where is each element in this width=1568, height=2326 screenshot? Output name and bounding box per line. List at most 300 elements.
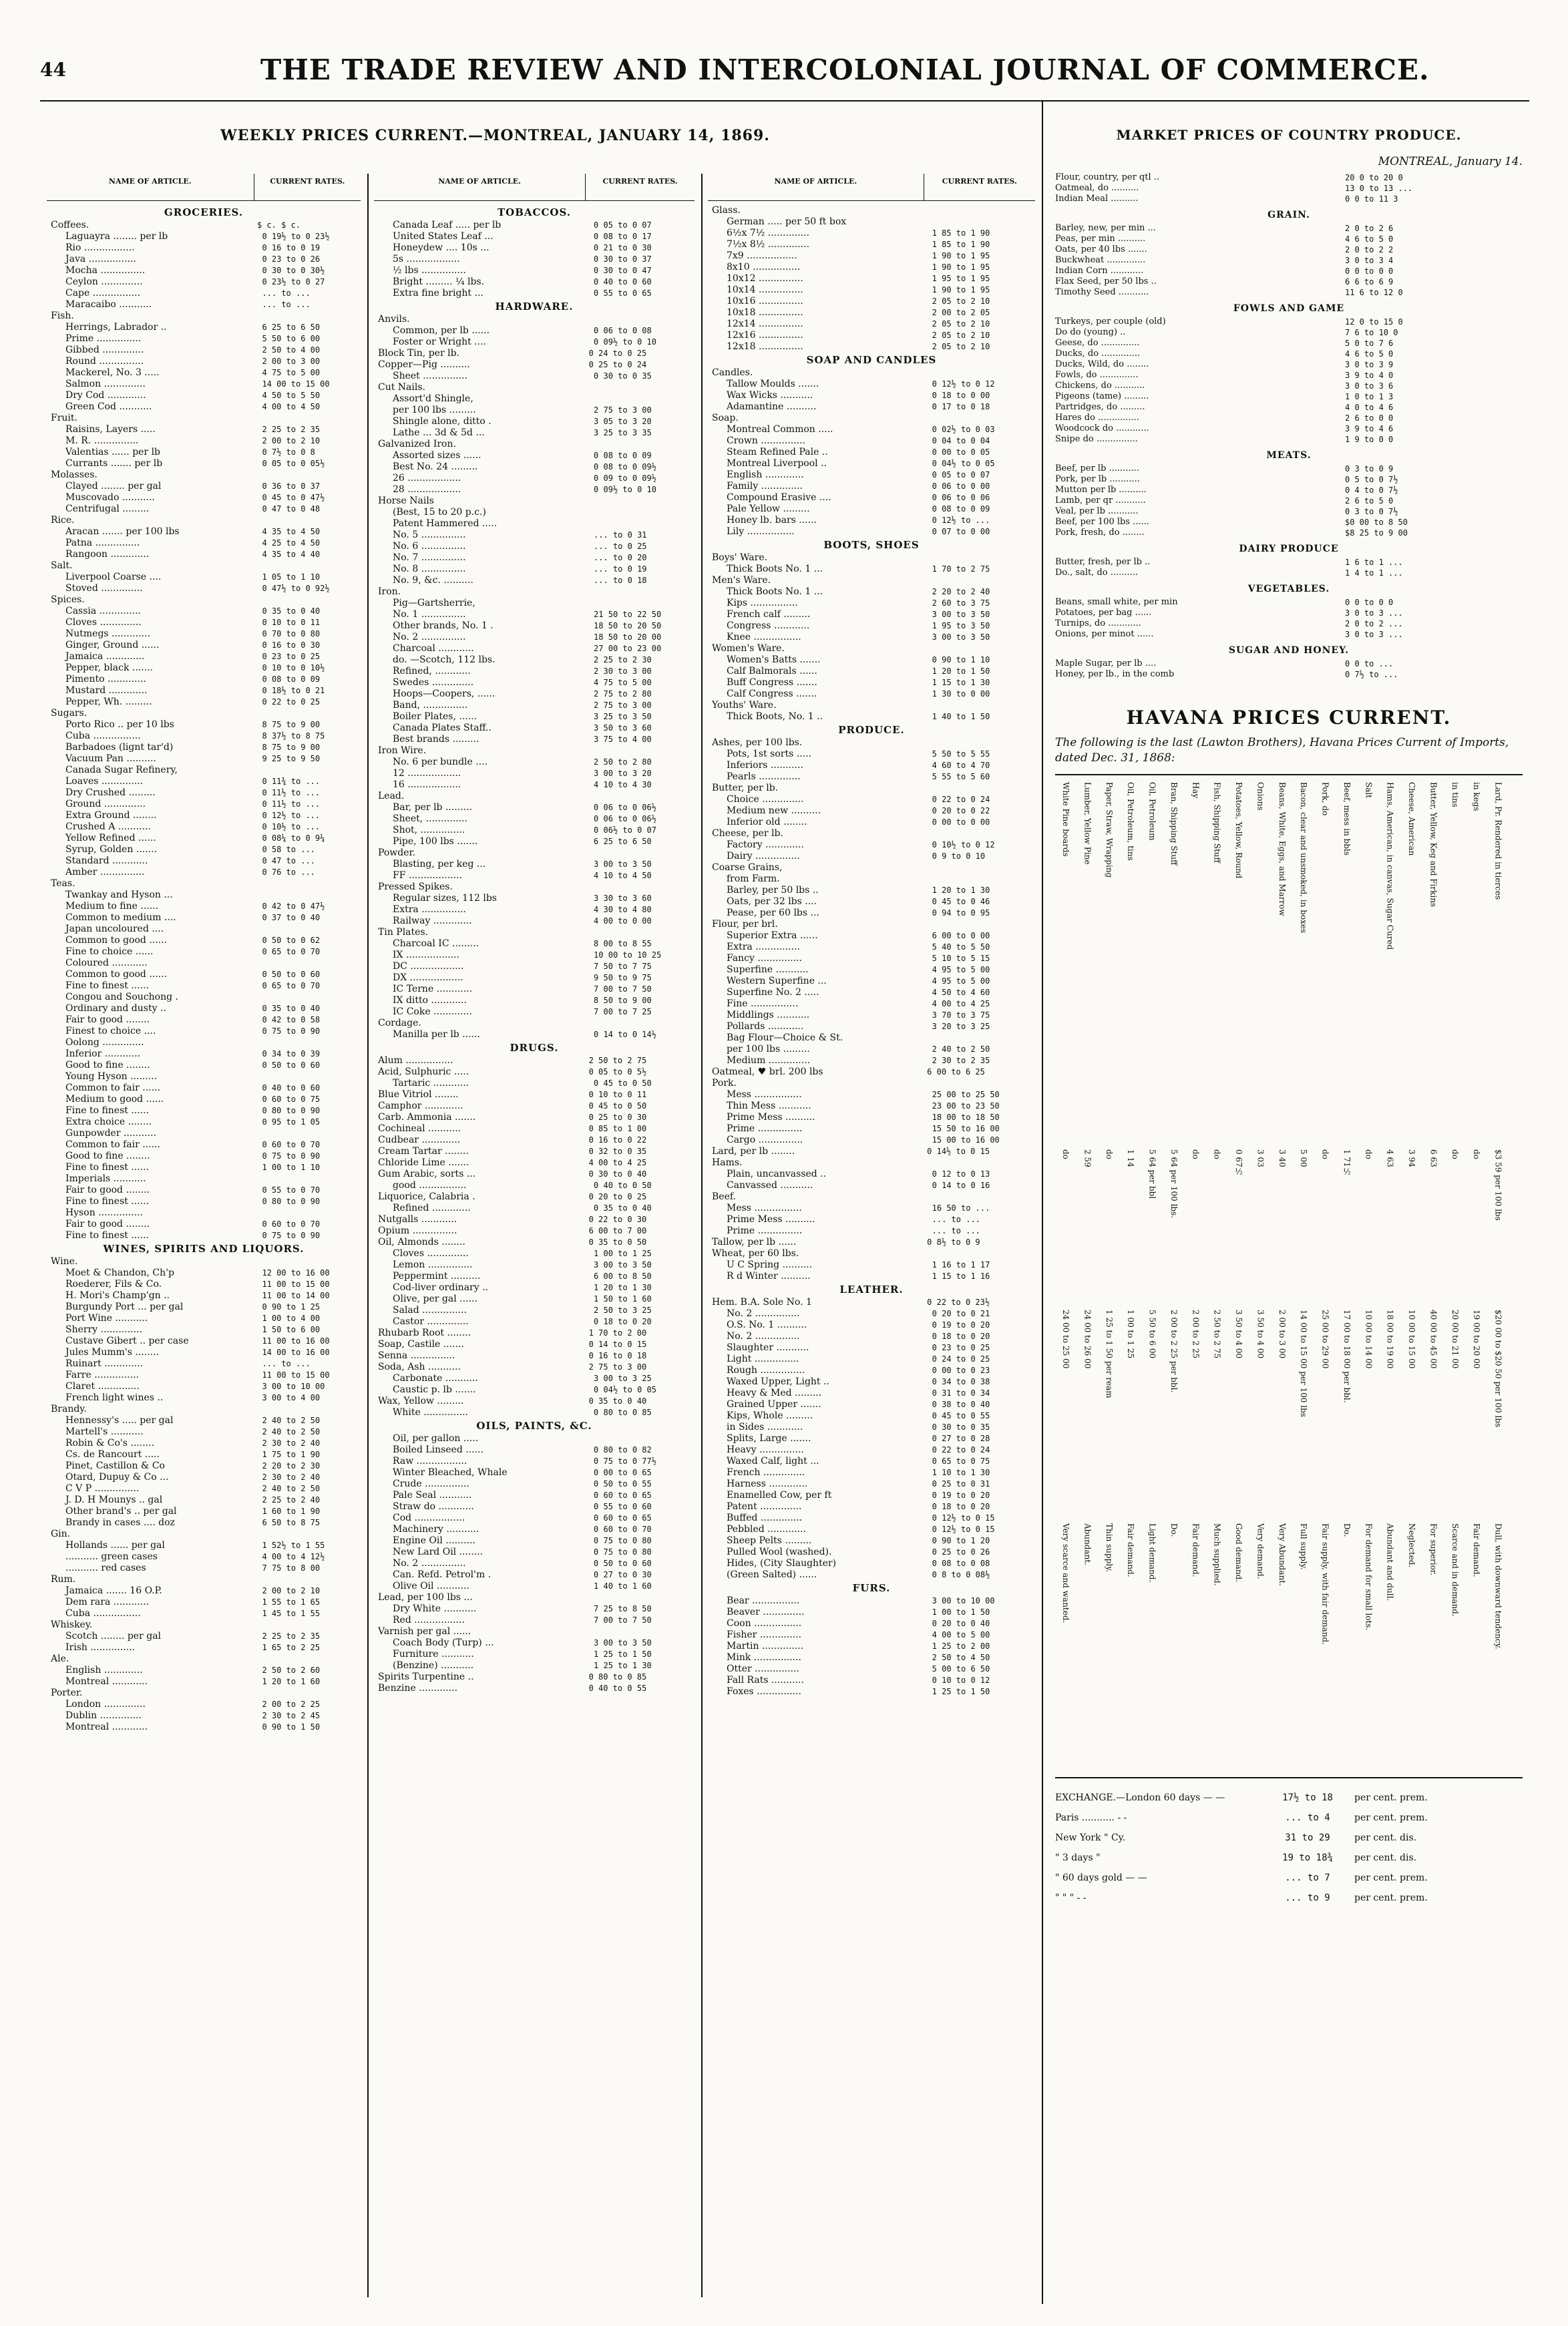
price-row [708,1067,1035,1078]
article-rate: 15 50 to 16 00 [932,1124,1000,1133]
article-name: 12x18 ............... [727,341,803,352]
article-rate: 0 35 to 0 40 [594,1203,652,1213]
article-name: Salad ............... [393,1305,467,1316]
article-name: Muscovado ........... [65,492,155,503]
article-rate: 0 12 to 0 13 [932,1169,990,1179]
price-row [708,390,1035,401]
article-name: H. Mori's Champ'gn .. [65,1290,170,1301]
category-heading: BOOTS, SHOES [823,539,920,551]
article-name: Cloves .............. [65,617,142,628]
article-rate: 0 19 to 0 20 [932,1491,990,1500]
market-article: Partridges, do ......... [1055,402,1145,412]
havana-article: Beans, White, Eggs, and Marrow [1277,781,1287,916]
article-rate: 1 90 to 1 95 [932,251,990,260]
market-article: Turnips, do ............ [1055,618,1141,628]
article-name: Hennessy's ..... per gal [65,1415,174,1426]
price-row [708,379,1035,390]
market-row [1055,338,1523,349]
price-row [47,606,361,617]
article-rate: 2 00 to 2 25 [262,1700,321,1709]
article-rate [922,1191,1035,1203]
article-rate: 0 40 to 0 55 [588,1684,647,1693]
article-rate: 0 22 to 0 24 [932,795,990,804]
havana-article: Paper, Straw, Wrapping [1104,781,1114,878]
article-rate: 0 10½ to ... [262,822,321,831]
price-row [47,1060,361,1071]
article-rate: 0 40 to 0 60 [594,277,652,286]
article-rate: 0 10 to 0 11 [588,1090,647,1099]
article-rate: 0 35 to 0 40 [262,606,321,616]
article-name: Soda, Ash ........... [378,1362,461,1372]
article-rate: 4 50 to 4 60 [932,988,990,997]
article-name: Brandy in cases .... doz [65,1517,175,1528]
article-name: Nutmegs ............. [65,628,150,639]
havana-price: 24 00 to 25 00 [1061,1309,1070,1369]
article-rate: 0 12½ to ... [262,811,321,820]
article-name: Light ............... [727,1354,799,1364]
price-row [374,288,695,299]
article-rate: 0 38 to 0 40 [932,1400,990,1409]
price-row [708,284,1035,296]
article-rate: 0 30 to 0 35 [932,1422,990,1432]
article-name: Java ................ [65,254,136,264]
article-rate: 4 95 to 5 00 [932,976,990,986]
price-row [708,805,1035,817]
price-row [708,458,1035,469]
price-row [708,760,1035,771]
price-row [47,549,361,560]
price-row [374,1248,695,1259]
price-row [47,1404,361,1415]
article-rate [252,515,361,526]
article-rate: ... to 0 20 [594,553,647,562]
article-name: Finest to choice .... [65,1026,156,1036]
price-row [708,1010,1035,1021]
article-name: 28 .................. [393,484,461,495]
article-rate: 6 25 to 6 50 [262,323,321,332]
article-rate: 0 80 to 0 85 [588,1672,647,1682]
article-name: New Lard Oil ........ [393,1547,483,1557]
article-rate: 0 08 to 0 08 [932,1559,990,1568]
article-rate [922,1078,1035,1089]
market-row [1055,463,1523,474]
market-price: 3 9 to 4 6 [1345,424,1394,433]
category-heading: WINES, SPIRITS AND LIQUORS. [103,1243,305,1255]
article-rate: 1 90 to 1 95 [932,285,990,295]
article-rate: 0 90 to 1 20 [932,1536,990,1545]
havana-remark: Very Abundant. [1277,1523,1287,1586]
article-rate: 7 50 to 7 75 [594,962,652,971]
article-rate: 4 00 to 4 25 [932,999,990,1008]
article-rate: 2 30 to 2 35 [932,1056,990,1065]
price-row [708,1146,1035,1157]
article-rate: 0 14½ to 0 15 [927,1147,990,1156]
article-name: Oatmeal, ♥ brl. 200 lbs [712,1067,823,1077]
price-row [47,685,361,697]
article-rate: 0 60 to 0 75 [262,1095,321,1104]
market-article: Woodcock do ............ [1055,423,1149,433]
article-name: Extra ............... [727,942,800,952]
exchange-cell: 31 to 29 [1285,1832,1330,1843]
price-row [708,1558,1035,1569]
article-rate: 0 10 to 0 10½ [262,663,325,672]
article-rate: 0 04 to 0 04 [932,436,990,445]
price-row [47,469,361,481]
article-name: Superfine No. 2 ..... [727,987,819,998]
article-rate: 0 65 to 0 70 [262,981,321,990]
article-rate: 2 00 to 2 05 [932,308,990,317]
article-name: from Farm. [727,874,780,884]
price-row [374,1456,695,1467]
article-rate: 0 12½ to 0 15 [932,1525,995,1534]
article-name: Shot, ............... [393,825,465,835]
price-row [47,1438,361,1449]
article-name: FF .................. [393,870,462,881]
price-row [374,1157,695,1169]
article-rate: 1 05 to 1 10 [262,572,321,582]
price-row [708,632,1035,643]
market-price: 0 0 to 0 0 [1345,598,1394,607]
article-rate: 3 20 to 3 25 [932,1022,990,1031]
article-rate: 0 08 to 0 09 [932,504,990,514]
price-row [708,401,1035,413]
col-head-name: NAME OF ARTICLE. [774,177,857,186]
article-name: Rice. [51,515,75,526]
price-row [708,771,1035,783]
article-rate: 1 15 to 1 30 [932,678,990,687]
havana-duty: 3 94 [1407,1149,1417,1167]
article-name: Canada Plates Staff.. [393,723,492,733]
article-name: DC .................. [393,961,464,972]
market-row [1055,557,1523,568]
havana-price: 10 00 to 14 00 [1364,1309,1374,1369]
havana-duty: 5 64 per bbl [1147,1149,1157,1199]
article-name: Pale Seal ........... [393,1490,472,1501]
article-name: do. —Scotch, 112 lbs. [393,654,496,665]
column-header [374,174,695,201]
article-name: Fruit. [51,413,77,423]
price-row [374,1649,695,1660]
article-rate [256,992,361,1003]
price-row [374,870,695,882]
article-name: Superior Extra ...... [727,930,818,941]
article-name: Martin .............. [727,1641,804,1652]
article-rate: 7 00 to 7 25 [594,1007,652,1016]
article-name: Tallow, per lb ...... [712,1237,797,1247]
article-name: Boiled Linseed ...... [393,1444,484,1455]
article-name: Cloves .............. [393,1248,469,1259]
market-price: 7 6 to 10 0 [1345,328,1398,337]
article-rate: 1 95 to 1 95 [932,274,990,283]
price-row [374,1067,695,1078]
article-name: Crushed A ........... [65,821,151,832]
article-name: Good to fine ........ [65,1151,150,1161]
price-row [47,787,361,799]
price-row [47,1449,361,1461]
article-rate: 7 75 to 8 00 [262,1563,321,1573]
article-name: Porto Rico .. per 10 lbs [65,719,174,730]
article-rate [922,1157,1035,1169]
article-name: Waxed Upper, Light .. [727,1376,829,1387]
article-name: ........... green cases [65,1551,158,1562]
havana-article: Bacon, clear and unsmoked, in boxes [1299,781,1309,934]
article-rate: 0 50 to 0 60 [594,1559,652,1568]
price-row [47,435,361,447]
price-row [374,1006,695,1018]
price-row [47,1207,361,1219]
article-name: French .............. [727,1467,805,1478]
market-price: 2 6 to 5 0 [1345,496,1394,506]
article-name: Cordage. [378,1018,421,1028]
article-name: Wax, Yellow ......... [378,1396,464,1406]
article-name: Gum Arabic, sorts ... [378,1169,476,1179]
price-row [708,749,1035,760]
article-rate: 3 75 to 4 00 [594,735,652,744]
article-name: Scotch ........ per gal [65,1631,162,1641]
price-row [374,564,695,575]
article-name: Pepper, black ....... [65,662,154,673]
article-name: Carb. Ammonia ....... [378,1112,476,1123]
article-rate: 0 18 to 0 20 [594,1317,652,1326]
article-name: good ................ [393,1180,467,1191]
article-rate: 0 06 to 0 08 [594,326,652,335]
market-date: MONTREAL, January 14. [1378,155,1523,168]
havana-price: 1 25 to 1 50 per ream [1104,1309,1114,1398]
market-price: 5 0 to 7 6 [1345,339,1394,348]
price-row [708,216,1035,228]
price-row [708,851,1035,862]
market-article: Mutton per lb .......... [1055,485,1147,495]
price-row [47,1347,361,1358]
article-name: Furniture ........... [393,1649,474,1660]
article-rate: 4 00 to 4 25 [588,1158,647,1167]
article-name: Bar, per lb ......... [393,802,473,813]
havana-duty: 0 67½ [1234,1149,1244,1177]
price-row [47,810,361,821]
article-name: Pale Yellow ......... [727,504,810,514]
havana-remark: Fair supply, with fair demand. [1320,1523,1330,1645]
article-name: per 100 lbs ......... [393,405,476,415]
market-article: Onions, per minot ...... [1055,629,1154,639]
price-row [708,330,1035,341]
price-row [374,1055,695,1067]
article-name: Fine to finest ...... [65,980,150,991]
article-rate: 1 52½ to 1 55 [262,1541,325,1550]
article-name: Centrifugal ......... [65,504,150,514]
price-row [47,538,361,549]
article-name: Heavy & Med ......... [727,1388,822,1398]
price-row [374,1615,695,1626]
article-rate: 8 37½ to 8 75 [262,731,325,741]
article-name: Honeydew .... 10s ... [393,242,489,253]
price-row [47,458,361,469]
price-row [708,1112,1035,1123]
article-name: Cream Tartar ........ [378,1146,469,1157]
article-name: Spices. [51,594,85,605]
article-name: Copper—Pig .......... [378,359,470,370]
article-rate: 0 06 to 0 00 [932,481,990,491]
exchange-cell: ... to 9 [1285,1892,1330,1903]
article-rate: 0 23 to 0 25 [262,652,321,661]
market-price: 3 0 to 3 ... [1345,630,1403,639]
havana-remark: Neglected. [1407,1523,1417,1568]
price-row [47,1026,361,1037]
article-name: Thick Boots No. 1 ... [727,586,823,597]
price-row [374,757,695,768]
article-rate: 0 25 to 0 31 [932,1479,990,1489]
article-rate: 5 40 to 5 50 [932,942,990,952]
price-row [708,1191,1035,1203]
article-name: Pearls .............. [727,771,801,782]
article-rate [584,1018,695,1029]
article-rate: 11 00 to 15 00 [262,1280,330,1289]
article-rate [927,216,1035,228]
price-row [374,893,695,904]
article-rate: 0 94 to 0 95 [932,908,990,918]
article-name: Sheet ............... [393,371,468,381]
article-rate: 4 10 to 4 30 [594,780,652,789]
article-name: Moet & Chandon, Ch'p [65,1268,174,1278]
havana-price: 17 00 to 18 00 per bbl. [1342,1309,1352,1403]
article-rate [252,1619,361,1631]
price-row [47,1585,361,1597]
article-rate [588,518,695,530]
article-name: Best No. 24 ......... [393,461,478,472]
market-row [1055,618,1523,629]
article-name: Round ............... [65,356,144,367]
price-row [374,552,695,564]
price-row [374,768,695,779]
article-name: Compound Erasive .... [727,492,831,503]
price-row [47,515,361,526]
price-row [47,640,361,651]
price-row [374,677,695,689]
article-rate [252,708,361,719]
price-row [47,1290,361,1302]
article-name: Canvassed ........... [727,1180,813,1191]
price-row [374,461,695,473]
article-name: Barley, per 50 lbs .. [727,885,819,896]
article-name: Women's Batts ....... [727,654,821,665]
article-rate: 3 25 to 3 50 [594,712,652,721]
price-row [708,828,1035,839]
article-rate: 1 00 to 1 50 [932,1607,990,1617]
price-row [708,1089,1035,1101]
price-row [47,254,361,265]
article-rate: 0 18½ to 0 21 [262,686,325,695]
market-article: Buckwheat .............. [1055,255,1146,265]
price-row [47,1461,361,1472]
article-rate: 4 95 to 5 00 [932,965,990,974]
price-row [374,927,695,938]
article-name: 7½x 8½ .............. [727,239,810,250]
market-price: 0 7½ to ... [1345,670,1398,679]
price-row [47,1324,361,1336]
market-row [1055,568,1523,578]
price-row [47,776,361,787]
article-rate: 3 00 to 3 50 [594,859,652,869]
price-row [47,1037,361,1048]
price-row [47,651,361,662]
article-rate: 0 10 to 0 11 [262,618,321,627]
havana-duty: 5 64 per 100 lbs. [1169,1149,1179,1218]
price-row [708,1044,1035,1055]
price-row [374,1101,695,1112]
article-rate: 0 65 to 0 75 [932,1457,990,1466]
article-rate: 0 31 to 0 34 [932,1388,990,1398]
havana-remark: Light demand. [1147,1523,1157,1583]
article-name: Pollards ............ [727,1021,804,1032]
article-rate: 2 05 to 2 10 [932,319,990,329]
article-name: Fair to good ........ [65,1185,150,1195]
article-rate: 1 40 to 1 50 [932,712,990,721]
article-name: Whiskey. [51,1619,93,1630]
article-rate [927,1032,1035,1044]
market-price: 3 0 to 3 6 [1345,381,1394,391]
article-name: Fine to choice ...... [65,946,154,957]
article-name: Wine. [51,1256,78,1267]
article-rate: 0 42 to 0 47½ [262,902,325,911]
price-row [47,1336,361,1347]
price-row [374,1592,695,1603]
price-row [47,1699,361,1710]
article-name: Thick Boots, No. 1 .. [727,711,823,722]
article-name: English ............. [727,469,804,480]
exchange-row [1055,1828,1523,1848]
article-rate: 6 50 to 8 75 [262,1518,321,1527]
price-row [374,1294,695,1305]
article-name: Winter Bleached, Whale [393,1467,508,1478]
article-rate: 0 14 to 0 16 [932,1181,990,1190]
article-name: Cudbear ............. [378,1135,461,1145]
article-name: Pork. [712,1078,737,1089]
article-name: Farre ............... [65,1370,139,1380]
price-row [708,1169,1035,1180]
market-row [1055,474,1523,485]
article-rate: 0 75 to 0 80 [594,1547,652,1557]
article-name: 16 .................. [393,779,461,790]
price-row [47,912,361,924]
price-row [708,998,1035,1010]
col-head-rate: CURRENT RATES. [585,174,695,200]
article-name: Hem. B.A. Sole No. 1 [712,1297,812,1308]
article-name: Foxes ............... [727,1686,801,1697]
article-rate: 0 00 to 0 23 [932,1366,990,1375]
article-rate: 0 45 to 0 47½ [262,493,325,502]
article-rate [252,1256,361,1268]
market-row [1055,496,1523,506]
article-rate [588,1433,695,1444]
price-row [708,367,1035,379]
price-row [47,1185,361,1196]
article-name: Iron Wire. [378,745,427,756]
price-row [374,950,695,961]
column-body [374,205,695,1694]
price-row [708,492,1035,504]
market-row [1055,349,1523,359]
article-name: Refined, ............ [393,666,471,676]
price-row [47,401,361,413]
price-row [374,1444,695,1456]
article-name: Coloured ............ [65,958,148,968]
article-name: Band, ............... [393,700,468,711]
price-row [708,1664,1035,1675]
article-name: Claret .............. [65,1381,140,1392]
article-name: No. 2 ............... [393,1558,466,1569]
article-rate: 2 20 to 2 40 [932,587,990,596]
article-rate: 0 12½ to 0 15 [932,1513,995,1523]
market-row [1055,528,1523,538]
